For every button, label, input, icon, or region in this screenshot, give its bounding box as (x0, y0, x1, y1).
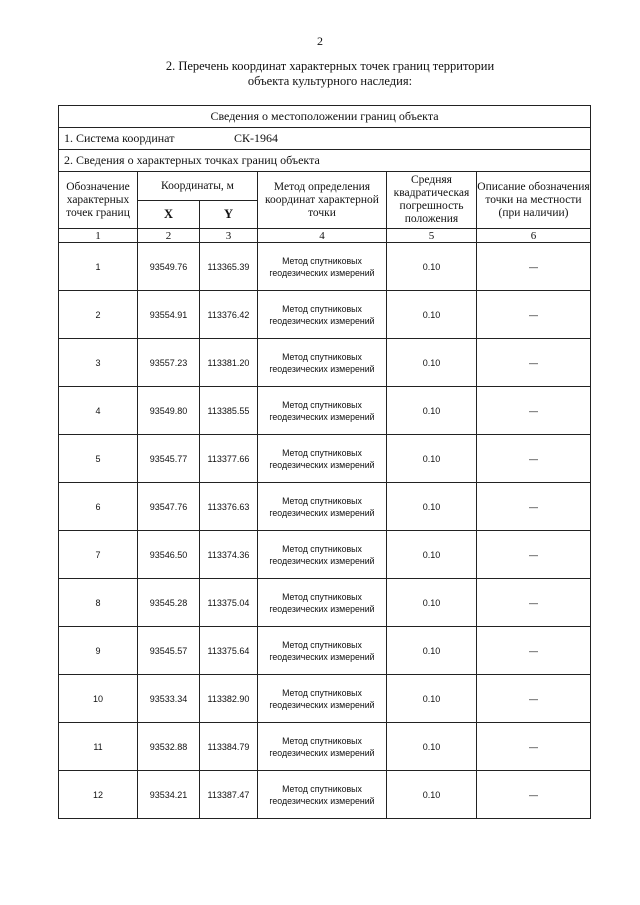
method-header: Метод определения координат характерной точки (258, 172, 387, 229)
description-cell: — (477, 291, 591, 339)
method-cell: Метод спутниковых геодезических измерений (258, 675, 387, 723)
point-number-cell: 10 (59, 675, 138, 723)
x-coordinate-cell: 93532.88 (138, 723, 200, 771)
x-coordinate-cell: 93547.76 (138, 483, 200, 531)
point-number-cell: 11 (59, 723, 138, 771)
x-coordinate-cell: 93549.76 (138, 243, 200, 291)
table-row (59, 723, 591, 771)
error-cell: 0.10 (387, 483, 477, 531)
x-coordinate-cell: 93545.77 (138, 435, 200, 483)
coordinate-system-label: 1. Система координат (64, 131, 175, 145)
designation-header: Обозначение характерных точек границ (59, 172, 138, 229)
table-row (59, 339, 591, 387)
coordinate-system-value: СК-1964 (234, 131, 279, 145)
error-cell: 0.10 (387, 339, 477, 387)
x-coordinate-cell: 93545.28 (138, 579, 200, 627)
x-coordinate-cell: 93554.91 (138, 291, 200, 339)
point-number-cell: 4 (59, 387, 138, 435)
description-cell: — (477, 435, 591, 483)
x-coordinate-cell: 93546.50 (138, 531, 200, 579)
table-row (59, 675, 591, 723)
document-title (80, 59, 580, 89)
error-cell: 0.10 (387, 627, 477, 675)
error-cell: 0.10 (387, 291, 477, 339)
y-coordinate-cell: 113374.36 (200, 531, 258, 579)
table-row (59, 531, 591, 579)
error-cell: 0.10 (387, 243, 477, 291)
point-number-cell: 2 (59, 291, 138, 339)
description-cell: — (477, 243, 591, 291)
description-cell: — (477, 723, 591, 771)
error-header: Средняя квадратическая погрешность положения (387, 172, 477, 229)
column-number: 4 (258, 229, 387, 243)
description-cell: — (477, 339, 591, 387)
column-number: 3 (200, 229, 258, 243)
y-coordinate-cell: 113385.55 (200, 387, 258, 435)
method-cell: Метод спутниковых геодезических измерений (258, 339, 387, 387)
method-cell: Метод спутниковых геодезических измерений (258, 435, 387, 483)
table-row (59, 483, 591, 531)
error-cell: 0.10 (387, 723, 477, 771)
table-row (59, 243, 591, 291)
description-cell: — (477, 387, 591, 435)
point-number-cell: 3 (59, 339, 138, 387)
table-row (59, 387, 591, 435)
method-cell: Метод спутниковых геодезических измерений (258, 531, 387, 579)
description-cell: — (477, 627, 591, 675)
table-row (59, 771, 591, 819)
table-row (59, 435, 591, 483)
method-cell: Метод спутниковых геодезических измерений (258, 771, 387, 819)
column-number: 5 (387, 229, 477, 243)
description-header: Описание обозначения точки на местности (при наличии) (477, 172, 591, 229)
y-coordinate-cell: 113376.42 (200, 291, 258, 339)
x-header: X (138, 201, 200, 229)
section-header: Сведения о местоположении границ объекта (59, 106, 591, 128)
x-coordinate-cell: 93557.23 (138, 339, 200, 387)
y-header: Y (200, 201, 258, 229)
method-cell: Метод спутниковых геодезических измерений (258, 723, 387, 771)
description-cell: — (477, 483, 591, 531)
table-row (59, 579, 591, 627)
point-number-cell: 1 (59, 243, 138, 291)
method-cell: Метод спутниковых геодезических измерений (258, 291, 387, 339)
column-number: 6 (477, 229, 591, 243)
point-number-cell: 8 (59, 579, 138, 627)
description-cell: — (477, 531, 591, 579)
error-cell: 0.10 (387, 579, 477, 627)
column-number-row (59, 229, 591, 243)
point-number-cell: 12 (59, 771, 138, 819)
x-coordinate-cell: 93534.21 (138, 771, 200, 819)
points-header: 2. Сведения о характерных точках границ объекта (59, 150, 591, 172)
y-coordinate-cell: 113384.79 (200, 723, 258, 771)
y-coordinate-cell: 113375.64 (200, 627, 258, 675)
method-cell: Метод спутниковых геодезических измерений (258, 483, 387, 531)
point-number-cell: 9 (59, 627, 138, 675)
y-coordinate-cell: 113375.04 (200, 579, 258, 627)
method-cell: Метод спутниковых геодезических измерений (258, 579, 387, 627)
x-coordinate-cell: 93545.57 (138, 627, 200, 675)
column-number: 2 (138, 229, 200, 243)
y-coordinate-cell: 113376.63 (200, 483, 258, 531)
table-row (59, 627, 591, 675)
method-cell: Метод спутниковых геодезических измерений (258, 387, 387, 435)
error-cell: 0.10 (387, 771, 477, 819)
method-cell: Метод спутниковых геодезических измерений (258, 243, 387, 291)
title-line-1: 2. Перечень координат характерных точек границ территории (165, 59, 495, 73)
x-coordinate-cell: 93549.80 (138, 387, 200, 435)
error-cell: 0.10 (387, 531, 477, 579)
x-coordinate-cell: 93533.34 (138, 675, 200, 723)
coordinates-header: Координаты, м (138, 172, 258, 201)
description-cell: — (477, 771, 591, 819)
y-coordinate-cell: 113382.90 (200, 675, 258, 723)
error-cell: 0.10 (387, 675, 477, 723)
y-coordinate-cell: 113365.39 (200, 243, 258, 291)
method-cell: Метод спутниковых геодезических измерений (258, 627, 387, 675)
title-line-2: объекта культурного наследия: (247, 74, 413, 88)
y-coordinate-cell: 113381.20 (200, 339, 258, 387)
point-number-cell: 6 (59, 483, 138, 531)
error-cell: 0.10 (387, 435, 477, 483)
table-row (59, 291, 591, 339)
y-coordinate-cell: 113377.66 (200, 435, 258, 483)
description-cell: — (477, 579, 591, 627)
error-cell: 0.10 (387, 387, 477, 435)
coordinates-table (58, 105, 591, 819)
column-number: 1 (59, 229, 138, 243)
y-coordinate-cell: 113387.47 (200, 771, 258, 819)
description-cell: — (477, 675, 591, 723)
coordinate-system-row (59, 128, 591, 150)
point-number-cell: 7 (59, 531, 138, 579)
point-number-cell: 5 (59, 435, 138, 483)
page-number: 2 (317, 34, 323, 48)
